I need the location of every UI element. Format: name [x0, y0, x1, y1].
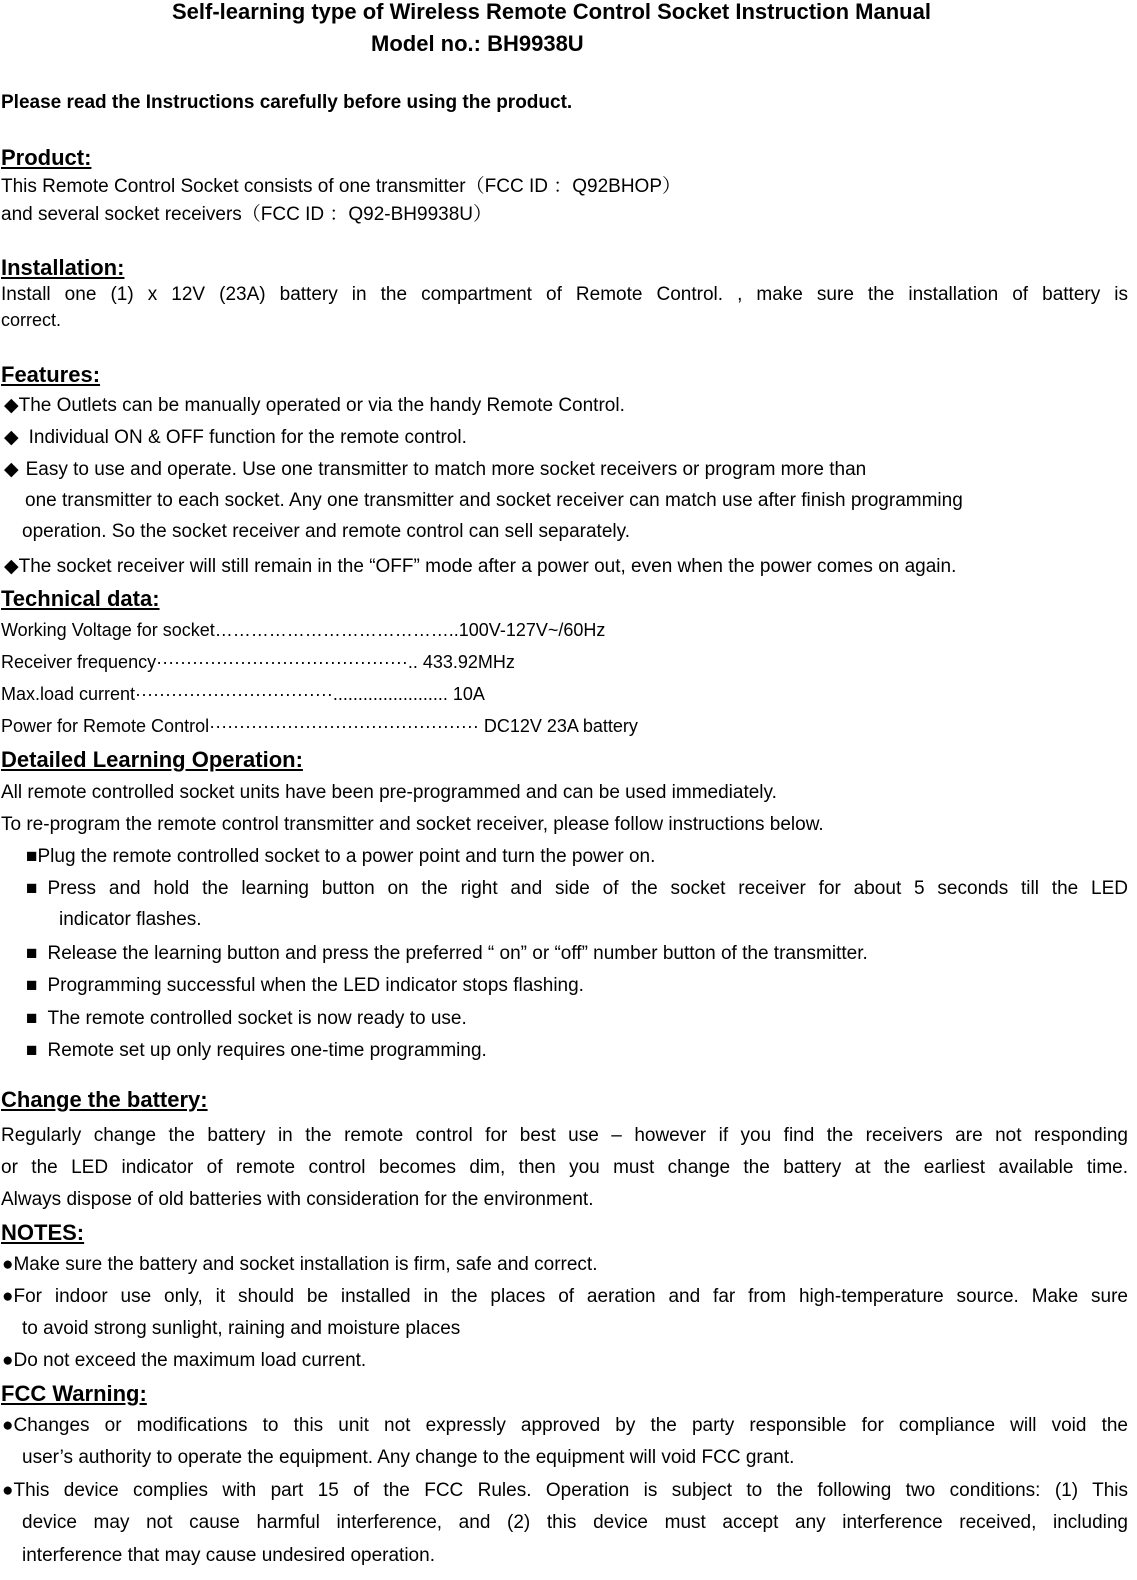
fcc-text: This device complies with part 15 of the FCC Rules. Operation is subject to the following two conditions: (1) This — [13, 1480, 1128, 1501]
intro-notice: Please read the Instructions carefully before using the product. — [1, 92, 573, 113]
feature-item-3-continued: operation. So the socket receiver and remote control can sell separately. — [22, 521, 630, 542]
step-text: Release the learning button and press the preferred “ on” or “off” number button of the transmitter. — [47, 943, 868, 964]
product-line-2: and several socket receivers（FCC ID ：Q92-BH9938U） — [1, 204, 493, 225]
square-bullet-icon: ■ — [26, 975, 38, 996]
fcc-item-2 — [2, 1480, 1128, 1502]
square-bullet-icon: ■ — [26, 878, 38, 899]
fcc-warning-heading: FCC Warning: — [1, 1381, 147, 1406]
circle-bullet-icon: ● — [2, 1350, 14, 1371]
learning-intro-2: To re-program the remote control transmitter and socket receiver, please follow instructions below. — [1, 814, 824, 835]
technical-row-receiver-frequency: Receiver frequency··········································.. 433.92MHz — [1, 652, 515, 672]
square-bullet-icon: ■ — [26, 1008, 38, 1029]
step-text: Press and hold the learning button on the right and side of the socket receiver for about 5 seconds till the LED — [47, 878, 1128, 899]
diamond-bullet-icon: ◆ — [4, 395, 19, 416]
circle-bullet-icon: ● — [2, 1480, 14, 1501]
learning-step-2-continued: indicator flashes. — [59, 909, 202, 930]
step-text: Plug the remote controlled socket to a power point and turn the power on. — [37, 846, 656, 867]
note-item-2-continued: to avoid strong sunlight, raining and moisture places — [22, 1318, 461, 1339]
battery-heading: Change the battery: — [1, 1087, 208, 1112]
feature-item-2 — [4, 427, 467, 449]
fcc-text: Changes or modifications to this unit not expressly approved by the party responsible for compliance will void the — [13, 1415, 1128, 1436]
product-heading: Product: — [1, 145, 92, 170]
installation-heading: Installation: — [1, 255, 125, 280]
feature-text: Individual ON & OFF function for the remote control. — [28, 427, 467, 448]
step-text: The remote controlled socket is now ready to use. — [47, 1008, 467, 1029]
technical-row-working-voltage: Working Voltage for socket…………………………………..100V-127V~/60Hz — [1, 620, 606, 640]
learning-step-3 — [26, 943, 868, 965]
note-item-1 — [2, 1254, 597, 1276]
circle-bullet-icon: ● — [2, 1254, 14, 1275]
document-title: Self-learning type of Wireless Remote Control Socket Instruction Manual — [172, 0, 931, 24]
learning-step-4 — [26, 975, 584, 997]
note-text: Make sure the battery and socket installation is firm, safe and correct. — [13, 1254, 598, 1275]
fcc-item-1 — [2, 1415, 1128, 1437]
note-text: Do not exceed the maximum load current. — [13, 1350, 367, 1371]
square-bullet-icon: ■ — [26, 943, 38, 964]
step-text: Remote set up only requires one-time programming. — [47, 1040, 487, 1061]
note-text: For indoor use only, it should be installed in the places of aeration and far from high-temperature source. Make sure — [13, 1286, 1128, 1307]
learning-step-2 — [26, 878, 1128, 900]
fcc-item-1-continued: user’s authority to operate the equipment. Any change to the equipment will void FCC grant. — [22, 1447, 795, 1468]
square-bullet-icon: ■ — [26, 1040, 38, 1061]
technical-row-remote-power: Power for Remote Control············································· DC12V 23A battery — [1, 716, 638, 736]
battery-line-3: Always dispose of old batteries with consideration for the environment. — [1, 1189, 594, 1210]
diamond-bullet-icon: ◆ — [4, 459, 19, 480]
notes-heading: NOTES: — [1, 1220, 85, 1245]
note-item-2 — [2, 1286, 1128, 1308]
learning-operation-heading: Detailed Learning Operation: — [1, 747, 303, 772]
feature-item-4 — [4, 556, 956, 578]
feature-item-3-continued: one transmitter to each socket. Any one transmitter and socket receiver can match use after finish programming — [25, 490, 963, 511]
model-number: Model no.: BH9938U — [371, 31, 584, 56]
technical-row-max-load: Max.load current·································....................... 10A — [1, 684, 485, 704]
note-item-3 — [2, 1350, 366, 1372]
learning-step-6 — [26, 1040, 487, 1062]
circle-bullet-icon: ● — [2, 1415, 14, 1436]
fcc-item-2-continued: device may not cause harmful interference, and (2) this device must accept any interference received, including — [22, 1512, 1128, 1533]
features-heading: Features: — [1, 362, 101, 387]
installation-line-2: correct. — [1, 310, 62, 330]
feature-text: The Outlets can be manually operated or via the handy Remote Control. — [18, 395, 625, 416]
circle-bullet-icon: ● — [2, 1286, 14, 1307]
technical-data-heading: Technical data: — [1, 586, 160, 611]
learning-step-1 — [26, 846, 655, 868]
product-line-1: This Remote Control Socket consists of one transmitter（FCC ID ：Q92BHOP） — [1, 176, 681, 197]
diamond-bullet-icon: ◆ — [4, 427, 19, 448]
feature-item-1 — [4, 395, 625, 417]
fcc-item-2-continued: interference that may cause undesired operation. — [22, 1545, 435, 1566]
feature-text: Easy to use and operate. Use one transmitter to match more socket receivers or program more than — [25, 459, 867, 480]
feature-item-3 — [4, 459, 866, 481]
feature-text: The socket receiver will still remain in the “OFF” mode after a power out, even when the power comes on again. — [18, 556, 957, 577]
installation-line-1: Install one (1) x 12V (23A) battery in the compartment of Remote Control. , make sure the installation of battery is — [1, 284, 1128, 305]
learning-step-5 — [26, 1008, 467, 1030]
battery-line-1: Regularly change the battery in the remote control for best use – however if you find the receivers are not responding — [1, 1125, 1128, 1146]
diamond-bullet-icon: ◆ — [4, 556, 19, 577]
learning-intro-1: All remote controlled socket units have been pre-programmed and can be used immediately. — [1, 782, 777, 803]
square-bullet-icon: ■ — [26, 846, 38, 867]
step-text: Programming successful when the LED indicator stops flashing. — [47, 975, 584, 996]
battery-line-2: or the LED indicator of remote control becomes dim, then you must change the battery at the earliest available time. — [1, 1157, 1128, 1178]
